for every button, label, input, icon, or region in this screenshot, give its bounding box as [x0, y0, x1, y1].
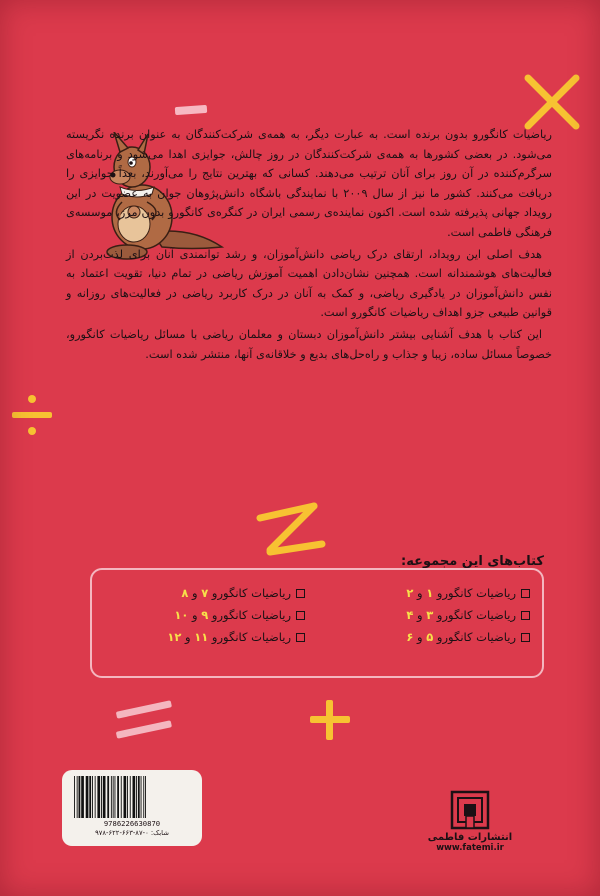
publisher-url[interactable]: www.fatemi.ir: [436, 843, 504, 853]
volume-number: ۸: [181, 586, 189, 600]
minus-symbol-icon: [175, 105, 207, 115]
barcode-bar: [133, 776, 136, 818]
series-item: [167, 626, 305, 648]
volume-number: ۴: [406, 608, 414, 622]
series-item-label: ریاضیات کانگورو: [208, 608, 291, 622]
series-item-label: ریاضیات کانگورو: [208, 586, 291, 600]
series-item-and: و: [188, 608, 202, 622]
paragraph-1: ریاضیات کانگورو بدون برنده است. به عبارت دیگر، به همه‌ی شرکت‌کنندگان به عنوان برنده نگریسته می‌شود. در بعضی کشورها به همه‌ی شرکت‌کنندگان در روز چالش، جوایزی اهدا می‌شود و برنامه‌های سرگرم‌کننده در آن روز برای آنان ترتیب می‌دهند. کسانی که بهترین نتایج را می‌آورند، بعداً جوایزی را دریافت می‌کنند. کشور ما نیز از سال ۲۰۰۹ با نمایندگی باشگاه دانش‌پژوهان جوان به عضویت در این رویداد جهانی پذیرفته شده است. اکنون نماینده‌ی رسمی ایران در کنگره‌ی کانگورو بدون مرز، موسسه‌ی فرهنگی فاطمی است.: [66, 128, 552, 239]
series-item: [406, 604, 530, 626]
volume-number: ۱۱: [194, 630, 209, 644]
series-list-right: [406, 582, 530, 648]
barcode-bar: [113, 776, 114, 818]
volume-number: ۶: [406, 630, 414, 644]
bullet-icon: [296, 633, 305, 642]
series-item-label: ریاضیات کانگورو: [208, 630, 291, 644]
equals-symbol-icon: [112, 700, 176, 744]
volume-number: ۲: [406, 586, 414, 600]
bullet-icon: [521, 633, 530, 642]
isbn-digits: 9786226630870: [103, 819, 161, 828]
barcode-bar: [107, 776, 109, 818]
barcode-bar: [115, 776, 116, 818]
barcode-panel: [62, 770, 202, 846]
publisher-logo-block: [425, 790, 515, 860]
barcode-bar: [86, 776, 89, 818]
paragraph-2: هدف اصلی این رویداد، ارتقای درک ریاضی دانش‌آموزان، و رشد توانمندی آنان برای لذت‌بردن از فعالیت‌های هوشمندانه است. همچنین نشان‌دادن اهمیت آموزش ریاضی در تمام دنیا، تقویت اعتماد به نفس دانش‌آموزان در یادگیری ریاضی، و کمک به آنان در درک کاربرد ریاضی در فعالیت‌های روزانه و قوانین طبیعی جزو اهداف ریاضیات کانگورو است.: [66, 247, 552, 320]
volume-number: ۷: [201, 586, 209, 600]
barcode-bar: [111, 776, 112, 818]
barcode-bar: [89, 776, 91, 818]
plus-symbol-icon: [308, 698, 352, 742]
bullet-icon: [296, 611, 305, 620]
barcode-bar: [95, 776, 96, 818]
series-item-and: و: [181, 630, 195, 644]
barcode-bar: [117, 776, 119, 818]
barcode-bar: [124, 776, 127, 818]
series-item-label: ریاضیات کانگورو: [433, 586, 516, 600]
volume-number: ۳: [426, 608, 434, 622]
barcode-bar: [121, 776, 122, 818]
bullet-icon: [521, 611, 530, 620]
volume-number: ۹: [201, 608, 209, 622]
not-equal-symbol-icon: [252, 490, 332, 580]
barcode-bar: [138, 776, 140, 818]
bullet-icon: [521, 589, 530, 598]
series-list-left: [167, 582, 305, 648]
barcode-bar: [103, 776, 106, 818]
series-item-label: ریاضیات کانگورو: [433, 608, 516, 622]
barcode-bar: [81, 776, 84, 818]
volume-number: ۱: [426, 586, 434, 600]
series-item-and: و: [188, 586, 202, 600]
barcode-bar: [92, 776, 93, 818]
barcode-bar: [101, 776, 102, 818]
barcode-bar: [127, 776, 128, 818]
barcode-bar: [141, 776, 142, 818]
series-item-and: و: [413, 608, 427, 622]
series-item-and: و: [413, 586, 427, 600]
barcode-bar: [77, 776, 78, 818]
series-item-label: ریاضیات کانگورو: [433, 630, 516, 644]
volume-number: ۵: [426, 630, 434, 644]
publisher-logo-icon: [450, 790, 490, 830]
back-cover-description: [66, 125, 552, 364]
series-item: [167, 604, 305, 626]
volume-number: ۱۲: [167, 630, 182, 644]
publisher-name: انتشارات فاطمی: [427, 832, 513, 843]
barcode-bar: [145, 776, 146, 818]
series-item: [406, 626, 530, 648]
barcode-bar: [74, 776, 75, 818]
barcode-bar: [136, 776, 137, 818]
bullet-icon: [296, 589, 305, 598]
series-title: کتاب‌های این مجموعه:: [401, 554, 544, 569]
barcode-bar: [143, 776, 144, 818]
paragraph-3: این کتاب با هدف آشنایی بیشتر دانش‌آموزان دبستان و معلمان ریاضی با مسائل ریاضیات کانگورو، خصوصاً مسائل ساده، زیبا و جذاب و راه‌حل‌های بدیع و خلاقانه‌ی آنها، منتشر شده است.: [66, 327, 552, 361]
divide-symbol-icon: [10, 390, 54, 440]
series-item-and: و: [413, 630, 427, 644]
barcode-bar: [79, 776, 81, 818]
series-item: [167, 582, 305, 604]
barcode-bar: [130, 776, 131, 818]
volume-number: ۱۰: [174, 608, 189, 622]
series-item: [406, 582, 530, 604]
isbn-label: شابک: ۰-۸۷-۶۶۳-۶۲۲-۹۷۸: [95, 829, 169, 837]
barcode-icon: [72, 776, 192, 818]
barcode-bar: [97, 776, 100, 818]
